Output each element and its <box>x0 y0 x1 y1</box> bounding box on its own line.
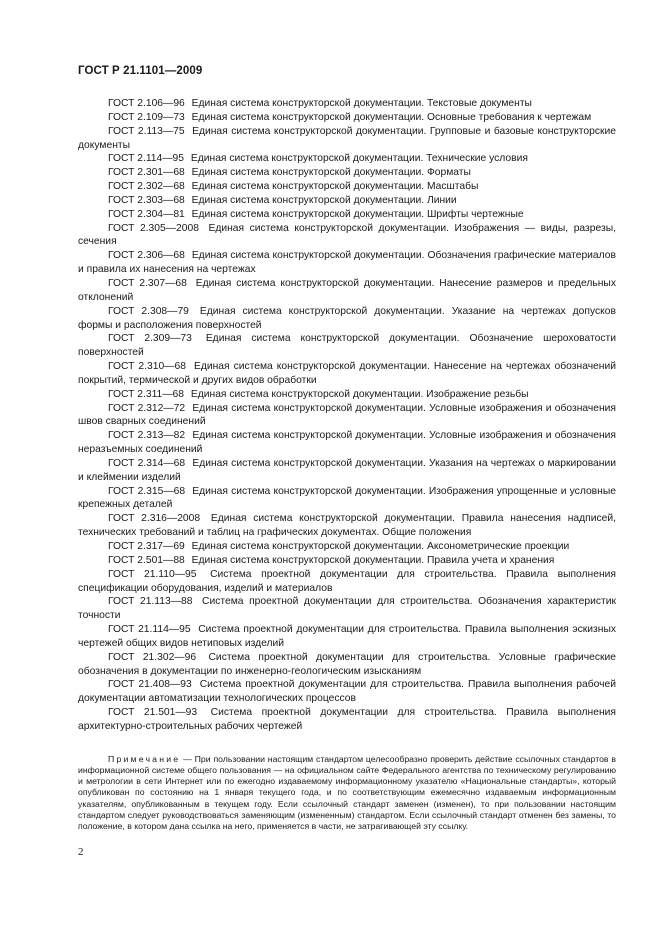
reference-item <box>78 706 616 734</box>
reference-title: Единая система конструкторской документации. Обозначение шероховатости поверхностей <box>78 333 616 359</box>
reference-item <box>78 512 616 540</box>
reference-code: ГОСТ 2.303—68 <box>108 194 185 206</box>
reference-code: ГОСТ 21.114—95 <box>108 624 191 636</box>
reference-item <box>78 332 616 360</box>
reference-title: Единая система конструкторской документации. Масштабы <box>191 181 479 193</box>
reference-code: ГОСТ 2.109—73 <box>108 111 185 123</box>
reference-title: Единая система конструкторской документации. Изображения упрощенные и условные крепежных деталей <box>78 485 616 511</box>
reference-title: Единая система конструкторской документации. Условные изображения и обозначения неразъемных соединений <box>78 430 616 456</box>
reference-item <box>78 180 616 194</box>
note-label: Примечание <box>108 753 181 764</box>
reference-code: ГОСТ 2.314—68 <box>108 457 186 469</box>
reference-code: ГОСТ 21.113—88 <box>108 596 193 608</box>
reference-title: Система проектной документации для строительства. Правила выполнения спецификации оборудования, изделий и материалов <box>78 568 616 594</box>
reference-item <box>78 429 616 457</box>
reference-code: ГОСТ 2.310—68 <box>108 361 186 373</box>
reference-title: Единая система конструкторской документации. Линии <box>191 194 457 206</box>
reference-title: Система проектной документации для строительства. Правила выполнения архитектурно-строительных рабочих чертежей <box>78 707 616 732</box>
reference-title: Единая система конструкторской документации. Шрифты чертежные <box>191 208 524 220</box>
reference-code: ГОСТ 2.114—95 <box>108 153 185 165</box>
reference-title: Единая система конструкторской документации. Нанесение размеров и предельных отклонений <box>78 277 616 303</box>
reference-item <box>78 485 616 513</box>
reference-item <box>78 152 616 166</box>
reference-code: ГОСТ 2.501—88 <box>108 554 185 566</box>
reference-item <box>78 554 616 568</box>
reference-item <box>78 402 616 430</box>
reference-code: ГОСТ 2.301—68 <box>108 167 185 179</box>
reference-code: ГОСТ 2.302—68 <box>108 181 185 193</box>
reference-code: ГОСТ 2.304—81 <box>108 208 185 220</box>
note-paragraph <box>78 754 616 832</box>
reference-item <box>78 208 616 222</box>
reference-title: Единая система конструкторской документации. Аксонометрические проекции <box>191 541 570 552</box>
reference-item <box>78 111 616 125</box>
note-text: — При пользовании настоящим стандартом целесообразно проверить действие ссылочных стандартов в информационной системе общего пользования — на официальном сайте Федерального агентства по техническому регулированию и метрологии в сети Интернет или по ежегодно издаваемому информационному указателю «Национальные стандарты», который опубликован по состоянию на 1 января текущего года, и по соответствующим ежемесячно издаваемым информационным указателям, опубликованным в текущем году. Если ссылочный стандарт заменен (изменен), то при пользовании настоящим стандартом следует руководствоваться заменяющим (измененным) стандартом. Если ссылочный стандарт отменен без замены, то положение, в котором дана ссылка на него, применяется в части, не затрагивающей эту ссылку. <box>78 753 616 831</box>
reference-code: ГОСТ 21.302—96 <box>108 651 197 663</box>
reference-title: Система проектной документации для строительства. Правила выполнения рабочей документации автоматизации технологических процессов <box>78 679 616 705</box>
reference-item <box>78 651 616 679</box>
reference-item <box>78 568 616 596</box>
normative-references-list <box>78 97 616 734</box>
reference-title: Единая система конструкторской документации. Нанесение на чертежах обозначений покрытий, термической и других видов обработки <box>78 361 616 386</box>
reference-code: ГОСТ 2.317—69 <box>108 541 185 552</box>
reference-item <box>78 194 616 208</box>
reference-item <box>78 97 616 111</box>
reference-title: Единая система конструкторской документации. Изображения — виды, разрезы, сечения <box>78 222 616 248</box>
reference-code: ГОСТ 2.316—2008 <box>108 513 201 525</box>
reference-code: ГОСТ 2.315—68 <box>108 485 186 497</box>
reference-title: Система проектной документации для строительства. Правила выполнения эскизных чертежей общих видов нетиповых изделий <box>78 624 616 649</box>
reference-code: ГОСТ 2.311—68 <box>108 388 185 400</box>
reference-item <box>78 277 616 305</box>
reference-title: Единая система конструкторской документации. Обозначения графические материалов и правила их нанесения на чертежах <box>78 250 616 276</box>
document-header: ГОСТ Р 21.1101—2009 <box>78 65 203 77</box>
reference-item <box>78 305 616 333</box>
reference-code: ГОСТ 21.408—93 <box>108 679 192 691</box>
reference-item <box>78 249 616 277</box>
reference-item <box>78 457 616 485</box>
reference-item <box>78 540 616 554</box>
reference-code: ГОСТ 2.309—73 <box>108 333 192 345</box>
reference-code: ГОСТ 2.306—68 <box>108 250 185 262</box>
reference-code: ГОСТ 2.312—72 <box>108 402 186 414</box>
reference-code: ГОСТ 2.305—2008 <box>108 222 199 234</box>
reference-code: ГОСТ 21.501—93 <box>108 707 198 719</box>
reference-code: ГОСТ 2.307—68 <box>108 277 187 289</box>
reference-title: Единая система конструкторской документации. Изображение резьбы <box>190 388 529 400</box>
reference-item <box>78 222 616 250</box>
reference-title: Единая система конструкторской документации. Правила нанесения надписей, технических требований и таблиц на графических документах. Общие положения <box>78 513 616 539</box>
reference-title: Система проектной документации для строительства. Обозначения характеристик точности <box>78 596 616 622</box>
reference-title: Система проектной документации для строительства. Условные графические обозначения в документации по инженерно-геологическим изысканиям <box>78 651 616 677</box>
reference-item <box>78 595 616 623</box>
reference-title: Единая система конструкторской документации. Основные требования к чертежам <box>191 111 592 123</box>
reference-code: ГОСТ 21.110—95 <box>108 568 197 580</box>
reference-title: Единая система конструкторской документации. Правила учета и хранения <box>191 554 555 566</box>
reference-title: Единая система конструкторской документации. Указание на чертежах допусков формы и расположения поверхностей <box>78 305 616 331</box>
reference-item <box>78 388 616 402</box>
reference-item <box>78 125 616 153</box>
reference-title: Единая система конструкторской документации. Текстовые документы <box>191 98 532 109</box>
reference-title: Единая система конструкторской документации. Условные изображения и обозначения швов сварных соединений <box>78 402 616 428</box>
reference-code: ГОСТ 2.113—75 <box>108 125 185 137</box>
page-number: 2 <box>78 846 84 858</box>
reference-title: Единая система конструкторской документации. Форматы <box>191 167 471 179</box>
reference-item <box>78 623 616 651</box>
reference-code: ГОСТ 2.308—79 <box>108 305 189 317</box>
reference-item <box>78 678 616 706</box>
reference-title: Единая система конструкторской документации. Групповые и базовые конструкторские документы <box>78 125 616 151</box>
reference-code: ГОСТ 2.106—96 <box>108 98 185 109</box>
reference-title: Единая система конструкторской документации. Технические условия <box>190 153 528 165</box>
reference-title: Единая система конструкторской документации. Указания на чертежах о маркировании и клеймении изделий <box>78 457 616 483</box>
reference-item <box>78 166 616 180</box>
reference-code: ГОСТ 2.313—82 <box>108 430 186 442</box>
reference-item <box>78 360 616 388</box>
